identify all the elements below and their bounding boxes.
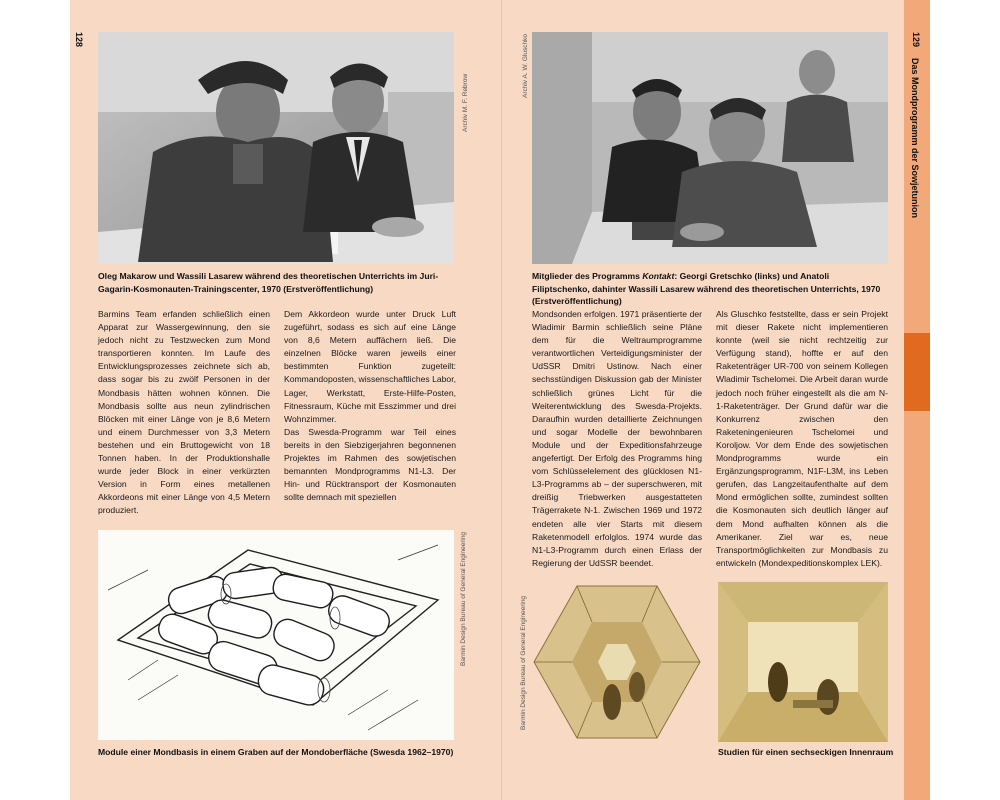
- right-col1-text: Mondsonden erfolgen. 1971 präsentierte der Wladimir Barmin schließlich seine Pläne dem für die Weltraumprogramme verantwortlichen Verteidigungsminister der UdSSR Dmitri Ustinow. Nach einer sechsstündigen Diskussion gab der Minister schließlich grünes Licht für die Weiterentwicklung des Swesda-Projekts. Daraufhin wurden detaillierte Zeichnungen und sogar Modelle der bewohnbaren Module und der Expeditionsfahrzeuge angefertigt. Der Erfolg des Programms hing vom Schlüsselelement des glücklosen N1-L3-Programms ab – der superschweren, mit dreißig Triebwerken ausgestatteten Trägerrakete N-1. Zwischen 1969 und 1972 endeten alle vier Starts mit diesem Raketenmodell erfolglos. 1974 wurde das N1-L3-Programm durch einen Erlass der Regierung der UdSSR beendet.: [532, 309, 702, 568]
- left-page: [70, 0, 502, 800]
- section-title: Das Mondprogramm der Sowjetunion: [910, 58, 920, 219]
- photo2-credit: Archiv A. W. Gluschko: [522, 34, 529, 98]
- photo2-caption-rest: : Georgi Gretschko (links) und Anatoli Filiptschenko, dahinter Wassili Lasarew während des theoretischen Unterrichts, 1970 (Erstveröffentlichung): [532, 271, 881, 306]
- photo2-caption-start: Mitglieder des Programms: [532, 271, 643, 281]
- drawing-caption: Module einer Mondbasis in einem Graben auf der Mondoberfläche (Swesda 1962–1970): [98, 747, 454, 757]
- left-col2-para1: Dem Akkordeon wurde unter Druck Luft zugeführt, sodass es sich auf eine Länge von 8,6 Metern auffächern ließ. Die einzelnen Blöcke waren jeweils einer bestimmten Funktion zugeteilt: Kommandoposten, wissenschaftliches Labor, Lager, Werkstatt, Erste-Hilfe-Posten, Fitnessraum, Küche mit Esszimmer und drei Wohnzimmer.: [284, 309, 456, 424]
- interiors-credit: Barmin Design Bureau of General Engineering: [520, 595, 527, 730]
- interiors-caption: Studien für einen sechseckigen Innenraum: [718, 747, 894, 757]
- photo2-caption-program: Kontakt: [642, 271, 675, 281]
- page-number-left: 128: [74, 32, 84, 48]
- right-column-2: [716, 308, 888, 570]
- drawing-lunar-base-modules: [98, 530, 454, 740]
- right-page: [502, 0, 904, 800]
- photo2-caption: [532, 270, 888, 308]
- drawing-credit: Barmin Design Bureau of General Engineering: [460, 531, 467, 666]
- left-col1-text: Barmins Team erfanden schließlich einen Apparat zur Wassergewinnung, den sie jedoch nicht zu Testzwecken zum Mond transportieren konnten. Im Laufe des Entwicklungsprozesses zeichnete sich ab, dass sogar bis zu zwölf Personen in der Mondbasis hätten wohnen können. Die Mondbasis sollte aus neun zylindrischen Blöcken mit einer Länge von je 8,6 Metern und einem Durchmesser von 3,3 Metern bestehen und ein Bruttogewicht von 18 Tonnen haben. In der Produktionshalle wurde jeder Block in einer verkürzten Version in Form eines metallenen Akkordeons mit einer Länge von 4,5 Metern produziert.: [98, 309, 270, 516]
- left-column-2: [284, 308, 456, 504]
- photo-makarow-lasarew: [98, 32, 454, 264]
- page-number-right: 129: [911, 32, 921, 48]
- left-col2-para2: Das Swesda-Programm war Teil eines bereits in den Siebzigerjahren begonnenen Projektes im Rahmen des sowjetischen bemannten Mondprogramms N1-L3. Der Hin- und Rücktransport der Kosmonauten sollte demnach mit speziellen: [284, 426, 456, 503]
- photo1-caption: Oleg Makarow und Wassili Lasarew während des theoretischen Unterrichts im Juri-Gagarin-Kosmonauten-Trainingscenter, 1970 (Erstveröffentlichung): [98, 271, 439, 294]
- right-column-1: [532, 308, 702, 570]
- right-col2-text: Als Gluschko feststellte, dass er sein Projekt mit dieser Rakete nicht implementieren konnte (weil sie nicht rechtzeitig zur Verfügung stand), hoffte er auf den Raketenträger UR-700 von seinem Kollegen Wladimir Tschelomei. Die Arbeit daran wurde jedoch noch früher eingestellt als die am N-1-Raketenträger. Der Grund dafür war die Konkurrenz zwischen den Raketeningenieuren Tschelomei und Koroljow. Vor dem Ende des sowjetischen Mondprogramms wurde ein Ergänzungsprogramm, N1F-L3M, ins Leben gerufen, das Langzeitaufenthalte auf dem Mond ermöglichen sollte, zumindest sollten die Kosmonauten sich deutlich länger auf dem Mond aufhalten können als die Amerikaner. Ziel war es, neue Transportmöglichkeiten zur Mondbasis zu entwickeln (Mondexpeditionskomplex LEK).: [716, 309, 888, 568]
- left-column-1: [98, 308, 270, 518]
- photo1-credit: Archiv M. F. Rebrow: [462, 73, 469, 132]
- photo-gretschko-filiptschenko: [532, 32, 888, 264]
- interior-study-hexagon: [532, 582, 702, 742]
- chapter-tab-marker: [904, 333, 930, 411]
- interior-study-room: [718, 582, 888, 742]
